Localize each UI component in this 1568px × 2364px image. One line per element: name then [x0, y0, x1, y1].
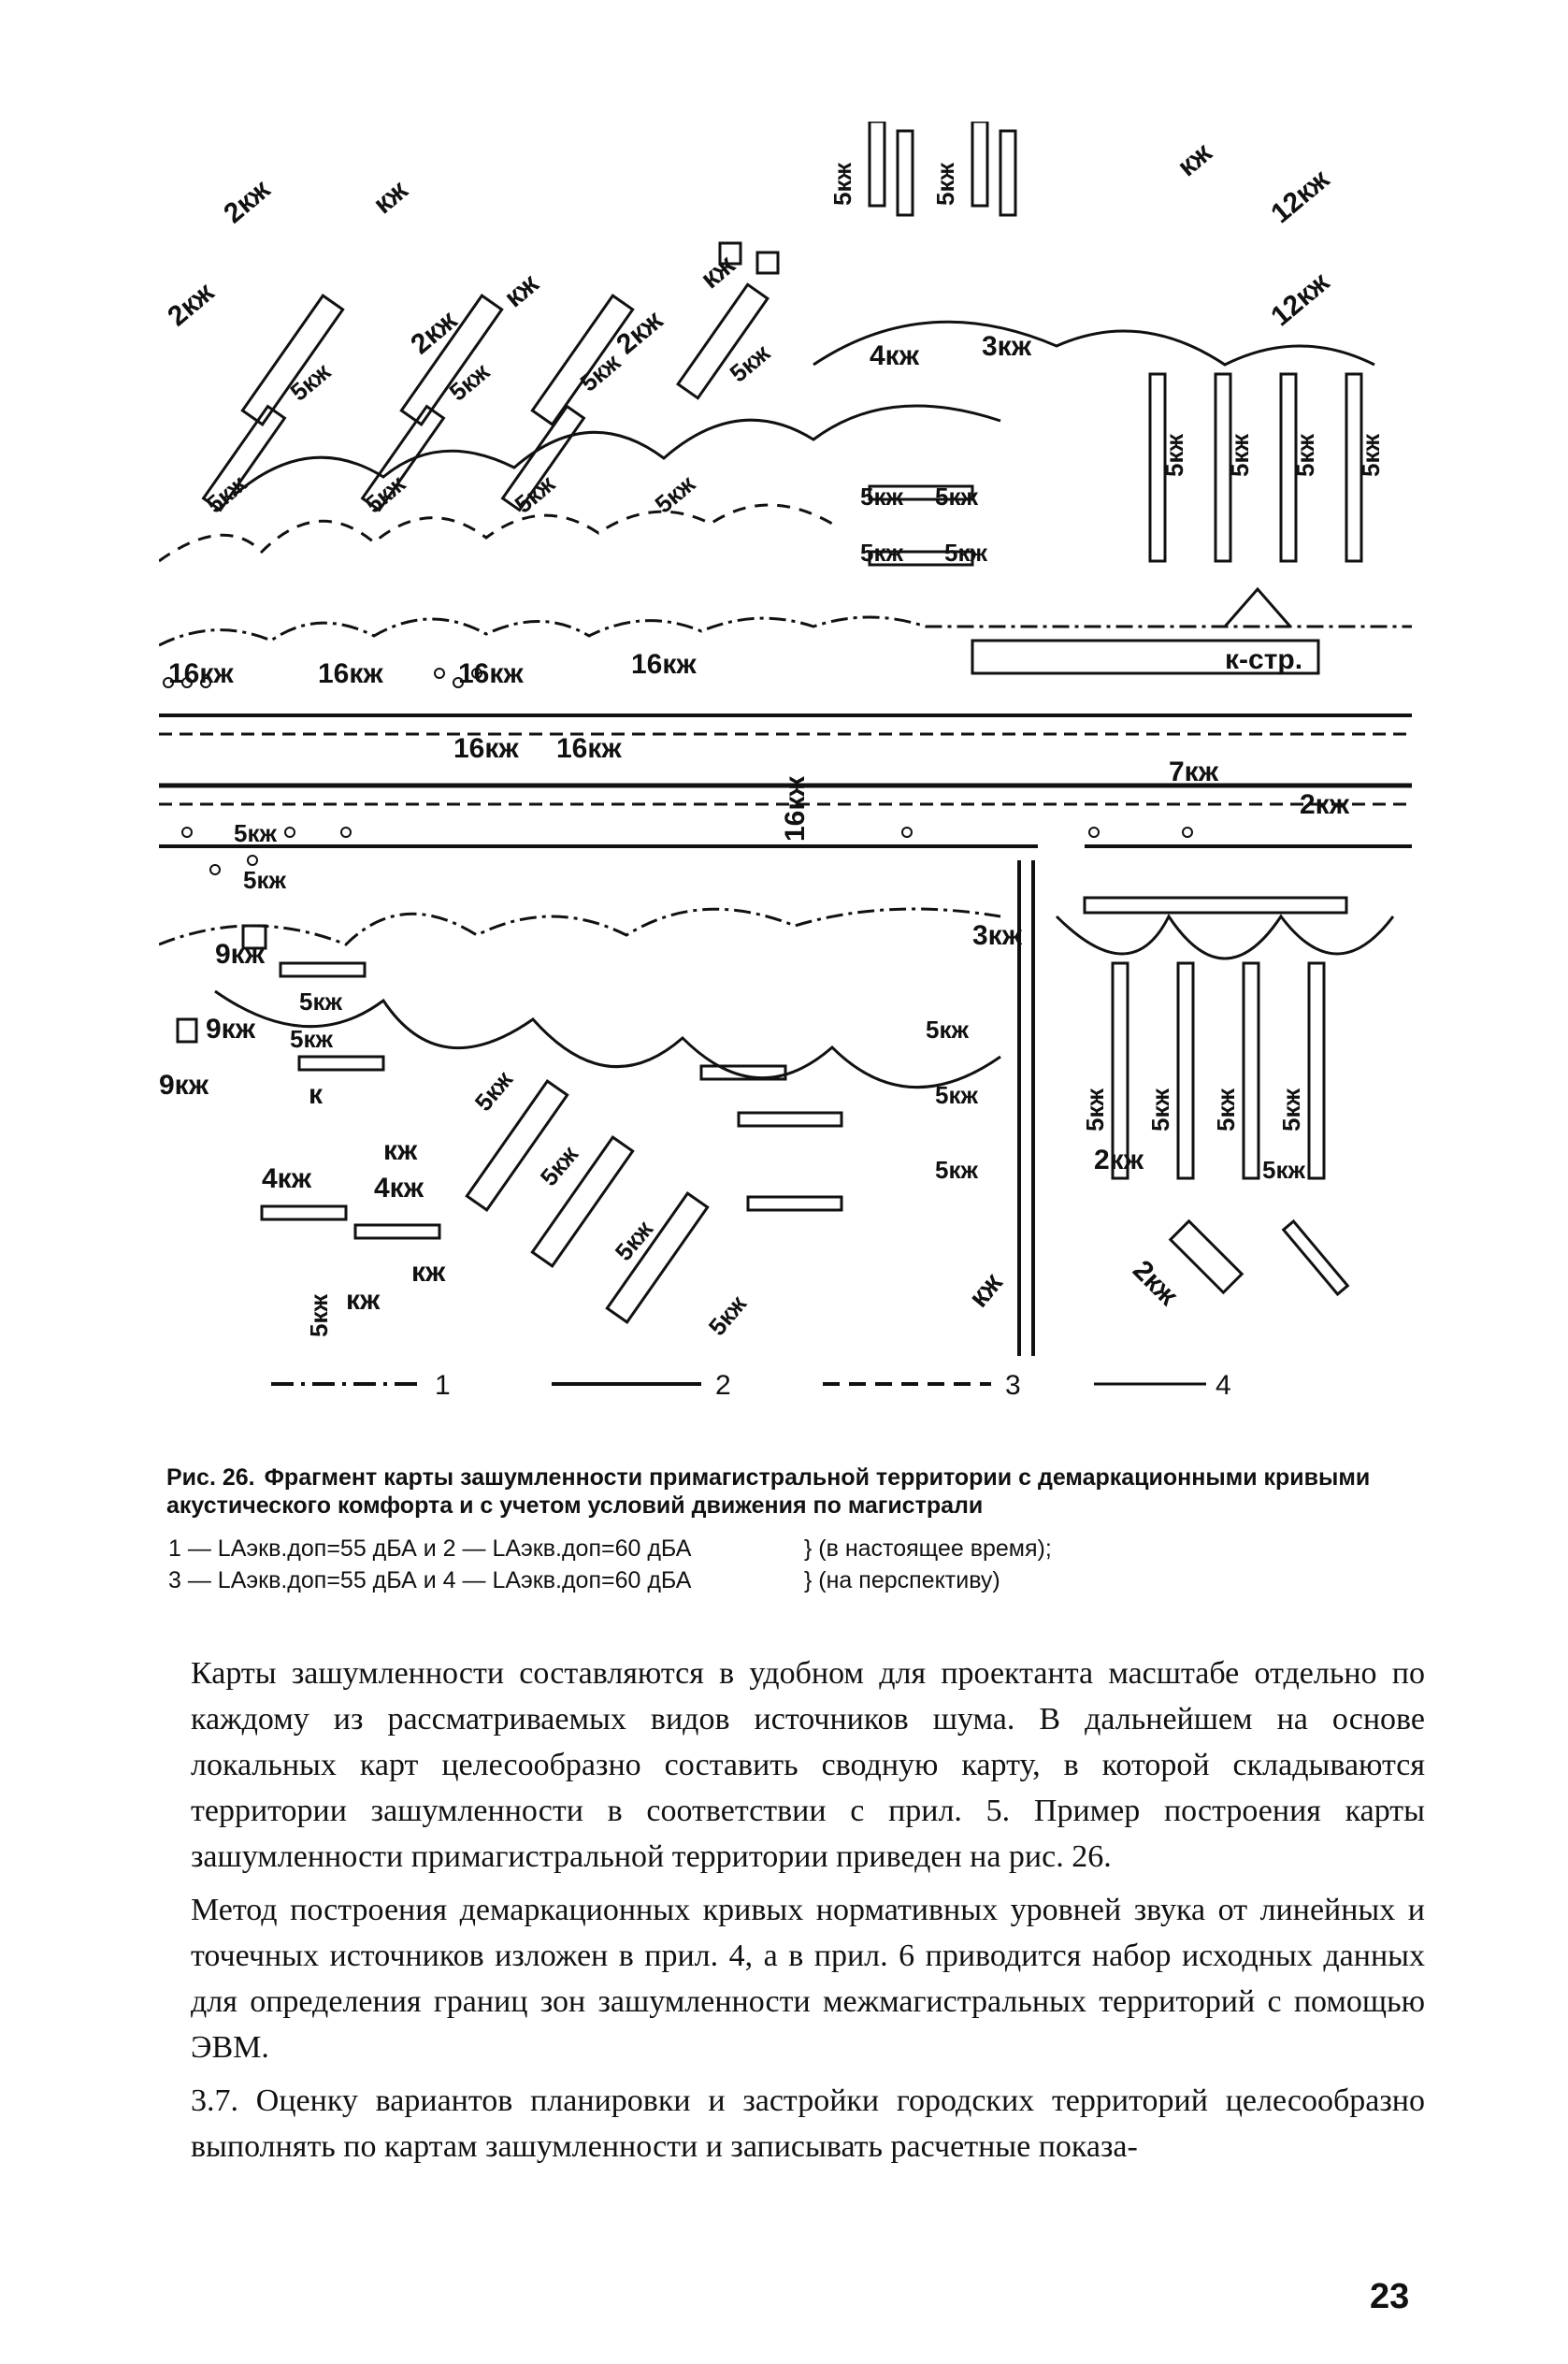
label-5kzh: 5кж — [243, 866, 286, 894]
legend-label-3: 3 — [1005, 1370, 1021, 1401]
label-5kzh: 5кж — [828, 163, 856, 206]
label-5kzh: 5кж — [509, 469, 561, 519]
label-5kzh: 5кж — [1212, 1088, 1240, 1132]
building — [401, 296, 501, 425]
label-5kzh: 5кж — [931, 163, 959, 206]
formula-line-1 — [168, 1535, 1421, 1563]
label-5kzh: 5кж — [290, 1025, 333, 1053]
label-5kzh: 5кж — [284, 357, 337, 407]
label-2kzh: 2кж — [218, 174, 277, 230]
label-2kzh: 2кж — [611, 305, 669, 361]
building — [1284, 1221, 1348, 1294]
building — [281, 963, 365, 976]
label-kzh: кж — [1172, 137, 1218, 183]
building — [355, 1225, 439, 1238]
label-5kzh: 5кж — [935, 483, 978, 511]
label-5kzh: 5кж — [609, 1215, 659, 1266]
label-5kzh: 5кж — [1081, 1088, 1109, 1132]
legend-drawing — [262, 1361, 1290, 1417]
label-kzh: кж — [383, 1135, 418, 1166]
label-5kzh: 5кж — [1291, 434, 1319, 477]
legend-label-2: 2 — [715, 1370, 731, 1401]
label-2kzh: 2кж — [405, 305, 464, 361]
demarcation-curve-2d — [1057, 916, 1393, 959]
label-5kzh: 5кж — [944, 539, 987, 567]
figure-caption-text: Фрагмент карты зашумленности примагистральной территории с демаркационными кривыми акустического комфорта и с учетом условий движения по магистрали — [166, 1464, 1371, 1519]
building — [1309, 963, 1324, 1178]
label-3kzh: 3кж — [972, 920, 1022, 951]
label-5kzh: 5кж — [724, 339, 776, 388]
dot — [341, 828, 351, 837]
label-5kzh: 5кж — [860, 483, 903, 511]
building — [972, 122, 987, 206]
building — [757, 252, 778, 273]
building — [1171, 1221, 1242, 1292]
noise-map-figure — [159, 122, 1412, 1356]
building — [299, 1057, 383, 1070]
label-12kzh: 12кж — [1265, 267, 1335, 333]
label-4kzh: 4кж — [262, 1163, 311, 1194]
dot — [248, 856, 257, 865]
demarcation-curve-3 — [159, 505, 832, 561]
building — [739, 1113, 842, 1126]
label-5kzh: 5кж — [1160, 434, 1188, 477]
label-5kzh: 5кж — [443, 357, 496, 407]
dot — [182, 828, 192, 837]
demarcation-curve-1b — [159, 909, 1000, 944]
paragraph-1: Карты зашумленности составляются в удобном для проектанта масштабе отдельно по каждому из рассматриваемых видов источников шума. В дальнейшем на основе локальных карт целесообразно составить сводную карту, в которой складываются территории зашумленности в соответствии с прил. 5. Пример построения карты зашумленности примагистральной территории приведен на рис. 26. — [191, 1656, 1425, 1874]
building — [1178, 963, 1193, 1178]
label-16kzh: 16кж — [556, 733, 622, 764]
label-5kzh: 5кж — [935, 1081, 978, 1109]
label-2kzh: 2кж — [1127, 1254, 1184, 1312]
building — [1000, 131, 1015, 215]
label-2kzh: 2кж — [162, 277, 221, 333]
formula-line-2 — [168, 1567, 1421, 1594]
label-kzh: кж — [695, 249, 741, 296]
label-5kzh: 5кж — [649, 469, 701, 519]
label-9kzh: 9кж — [215, 939, 265, 970]
building — [748, 1197, 842, 1210]
label-5kzh: 5кж — [926, 1016, 969, 1044]
label-16kzh: 16кж — [780, 776, 811, 842]
label-5kzh: 5кж — [1146, 1088, 1174, 1132]
dot — [285, 828, 295, 837]
label-kzh: кж — [498, 267, 545, 314]
label-2kzh: 2кж — [1300, 789, 1349, 820]
label-12kzh: 12кж — [1265, 164, 1335, 230]
k-str-roof — [1225, 589, 1290, 627]
figure-caption — [166, 1463, 1419, 1520]
label-kzh: кж — [346, 1285, 381, 1316]
paragraph-2: Метод построения демаркационных кривых нормативных уровней звука от линейных и точечных источников изложен в прил. 4, а в прил. 6 приводится набор исходных данных для определения границ зон зашумленности межмагистральных территорий с помощью ЭВМ. — [191, 1893, 1425, 2065]
building — [1085, 898, 1346, 913]
body-text — [191, 1650, 1425, 2177]
label-16kzh: 16кж — [318, 658, 383, 689]
label-kzh: кж — [411, 1257, 446, 1288]
label-9kzh: 9кж — [159, 1070, 209, 1101]
label-5kzh: 5кж — [200, 469, 252, 519]
dot — [1089, 828, 1099, 837]
label-7kzh: 7кж — [1169, 757, 1218, 787]
building — [898, 131, 913, 215]
map-legend — [262, 1361, 1290, 1417]
dot — [435, 669, 444, 678]
label-16kzh: 16кж — [453, 733, 519, 764]
label-kzh: кж — [963, 1267, 1009, 1314]
building — [242, 296, 342, 425]
building — [178, 1019, 196, 1042]
label-k: к — [309, 1079, 324, 1110]
label-5kzh: 5кж — [1357, 434, 1385, 477]
dot — [902, 828, 912, 837]
label-4kzh: 4кж — [374, 1173, 424, 1204]
label-5kzh: 5кж — [359, 469, 411, 519]
label-4kzh: 4кж — [870, 340, 919, 371]
dot — [210, 865, 220, 874]
page-number: 23 — [1370, 2277, 1410, 2316]
formula-1-note: } (в настоящее время); — [804, 1535, 1052, 1562]
formula-1: 1 — LAэкв.доп=55 дБА и 2 — LAэкв.доп=60 дБА — [168, 1535, 692, 1562]
label-5kzh: 5кж — [534, 1140, 584, 1191]
label-5kzh: 5кж — [299, 987, 342, 1016]
paragraph-3: 3.7. Оценку вариантов планировки и застройки городских территорий целесообразно выполнять по картам зашумленности и записывать расчетные показа- — [191, 2083, 1425, 2164]
formula-2-note: } (на перспективу) — [804, 1567, 1000, 1593]
label-16kzh: 16кж — [168, 658, 234, 689]
label-5kzh: 5кж — [305, 1294, 333, 1337]
label-5kzh: 5кж — [468, 1065, 519, 1117]
label-16kzh: 16кж — [458, 658, 524, 689]
label-k-str: к-стр. — [1225, 644, 1303, 675]
label-5kzh: 5кж — [234, 819, 277, 847]
label-9kzh: 9кж — [206, 1014, 255, 1045]
label-5kzh: 5кж — [860, 539, 903, 567]
label-5kzh: 5кж — [702, 1290, 753, 1341]
formula-2: 3 — LAэкв.доп=55 дБА и 4 — LAэкв.доп=60 дБА — [168, 1567, 692, 1593]
label-2kzh: 2кж — [1094, 1145, 1144, 1175]
label-5kzh: 5кж — [1226, 434, 1254, 477]
dot — [1183, 828, 1192, 837]
figure-label: Рис. 26. — [166, 1464, 255, 1491]
building — [870, 122, 885, 206]
label-5kzh: 5кж — [574, 348, 626, 397]
label-3kzh: 3кж — [982, 331, 1031, 362]
building — [1244, 963, 1259, 1178]
noise-map-drawing — [159, 122, 1412, 1356]
label-kzh: кж — [367, 174, 414, 221]
building — [262, 1206, 346, 1219]
building — [532, 296, 632, 425]
label-5kzh: 5кж — [1277, 1088, 1305, 1132]
label-5kzh: 5кж — [935, 1156, 978, 1184]
legend-label-4: 4 — [1216, 1370, 1231, 1401]
label-5kzh: 5кж — [1262, 1156, 1305, 1184]
label-16kzh: 16кж — [631, 649, 697, 680]
legend-label-1: 1 — [435, 1370, 451, 1401]
